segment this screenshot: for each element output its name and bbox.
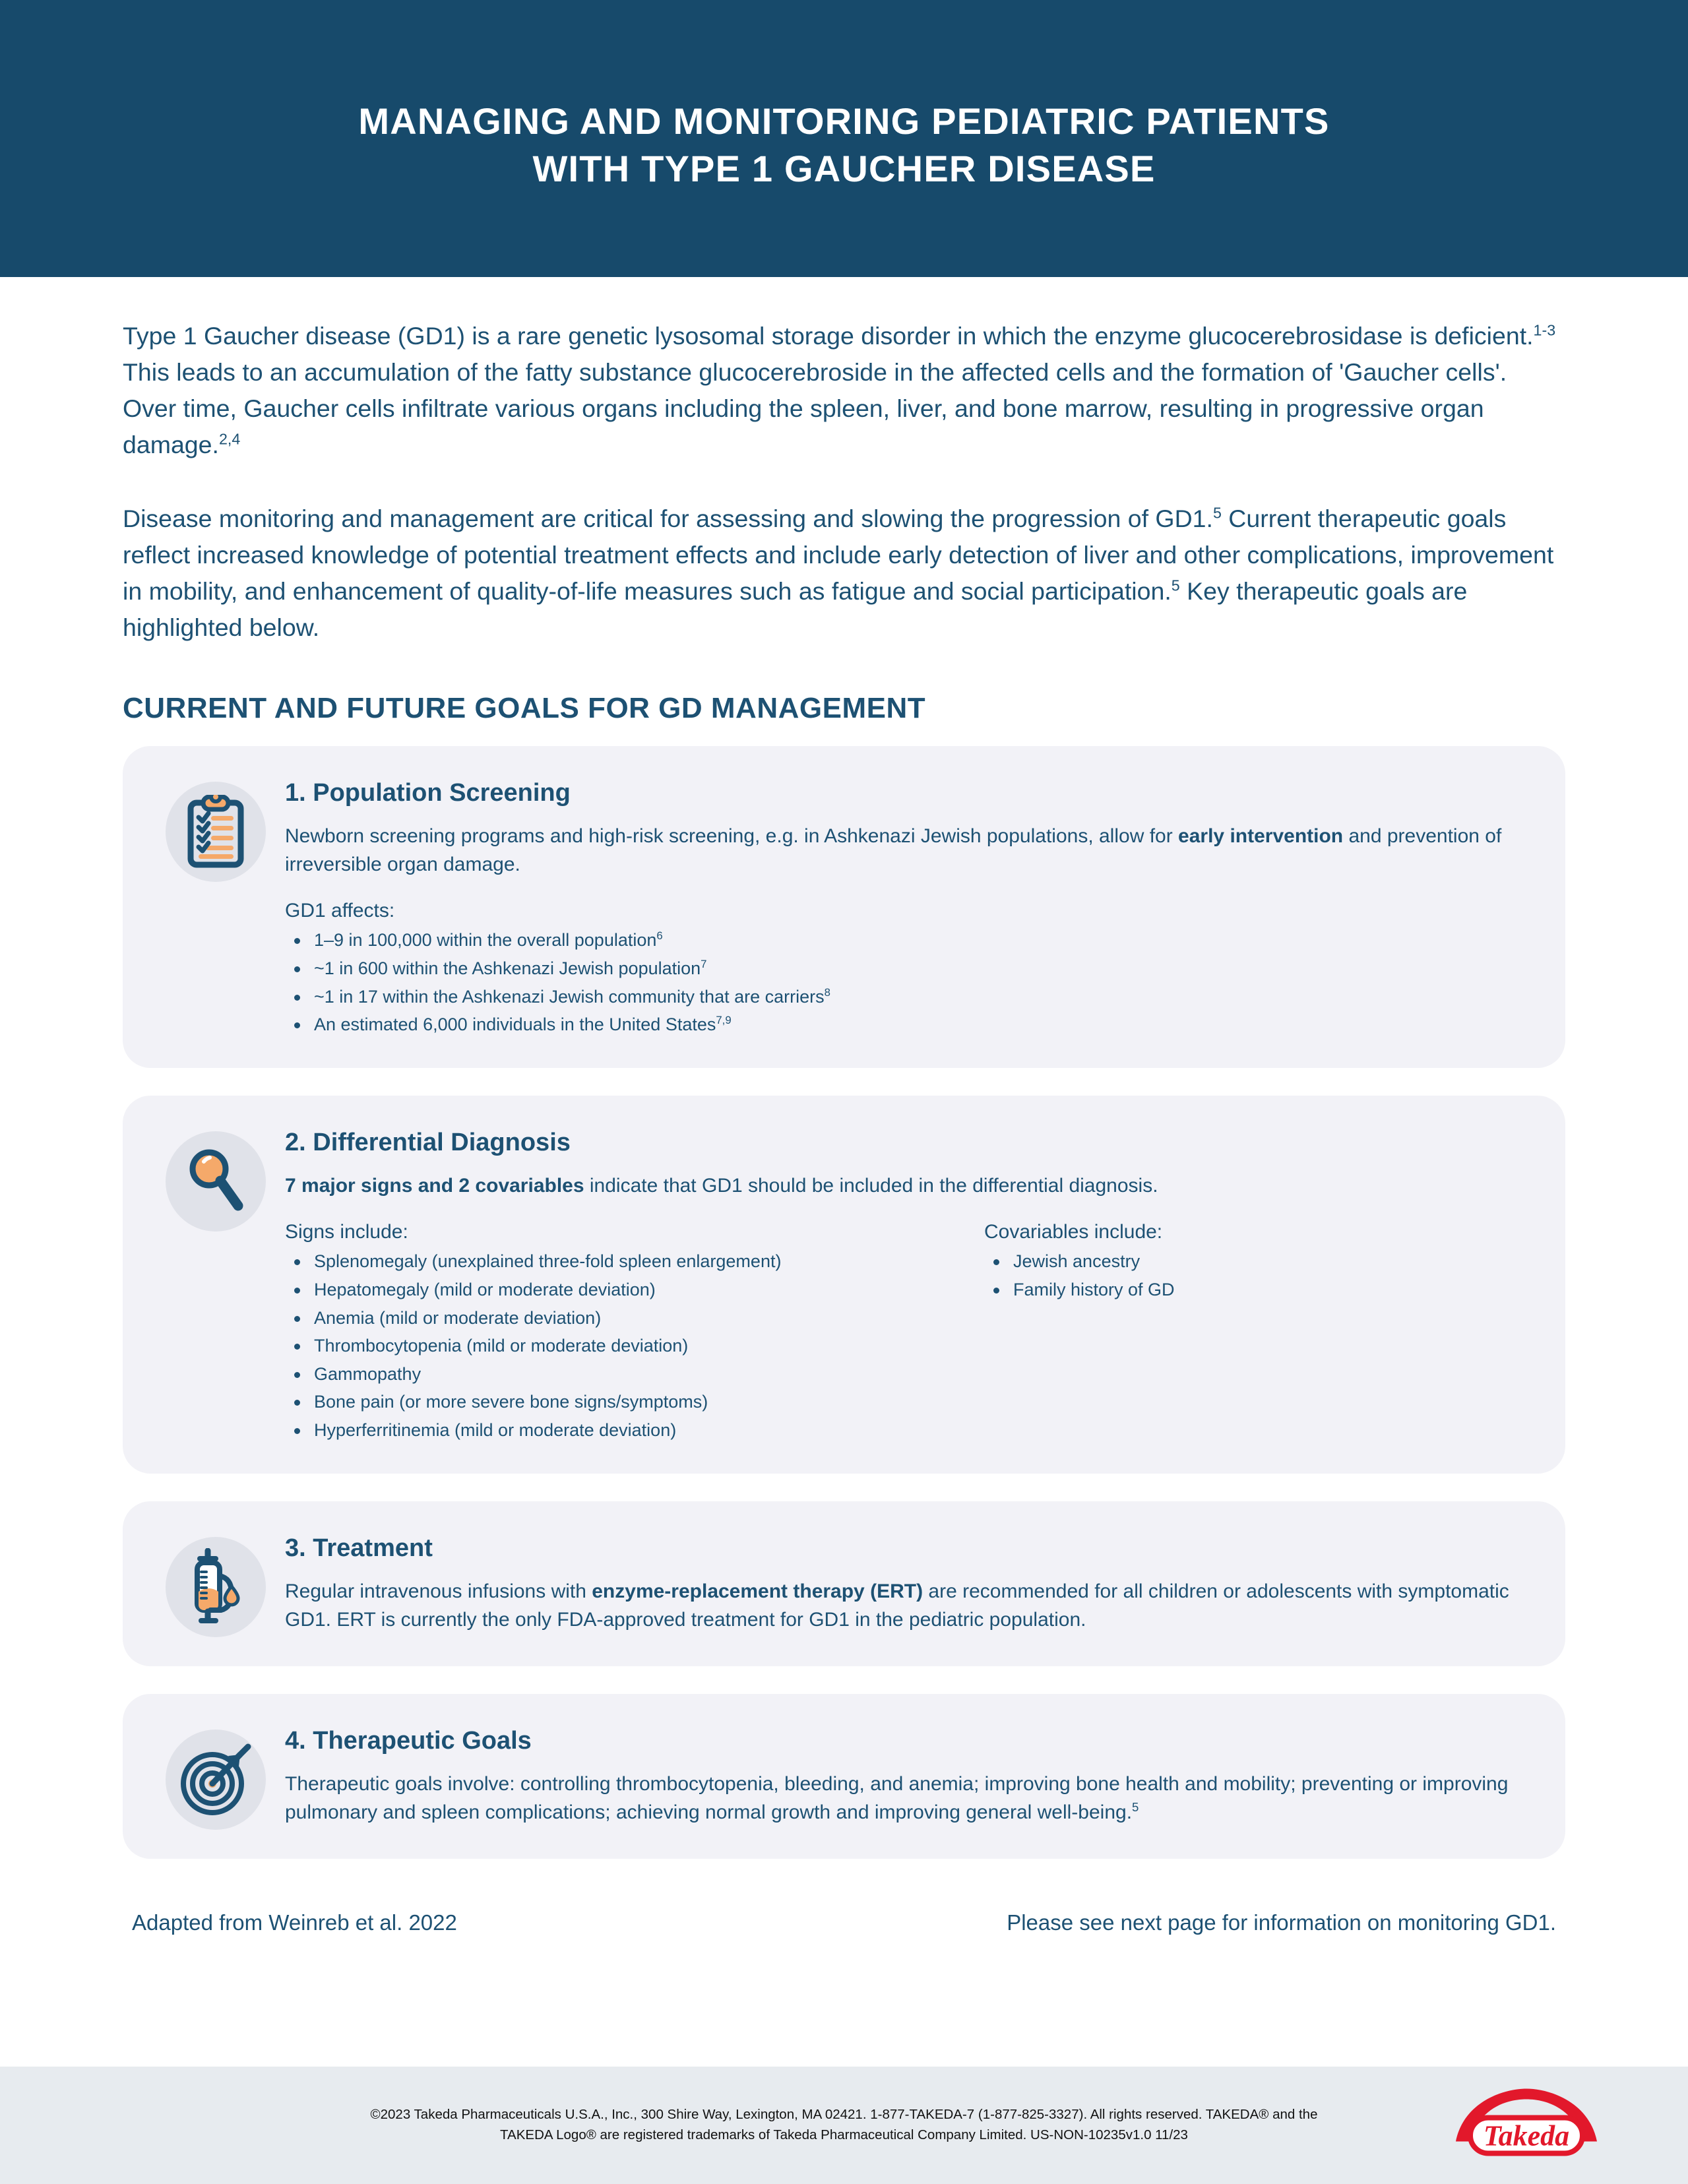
reference-superscript: 7 <box>701 958 707 971</box>
list-item: ~1 in 17 within the Ashkenazi Jewish community that are carriers$^8$ <box>285 983 1532 1011</box>
signs-column <box>285 1200 945 1445</box>
reference-superscript: 2,4 <box>218 430 241 448</box>
signs-covariables-columns <box>285 1200 1532 1445</box>
card-content <box>285 1528 1532 1634</box>
section-heading-goals: CURRENT AND FUTURE GOALS FOR GD MANAGEMENT <box>123 692 926 724</box>
list-item: Gammopathy <box>285 1360 945 1388</box>
intro-paragraph-1: Type 1 Gaucher disease (GD1) is a rare genetic lysosomal storage disorder in which the enzyme glucocerebrosidase is deficient.$^{1-3}$ This leads to an accumulation of the fatty substance glucocerebroside in the affected cells and the formation of 'Gaucher cells'. Over time, Gaucher cells infiltrate various organs including the spleen, liver, and bone marrow, resulting in progressive organ damage.$^{2,4}$ <box>123 321 1556 459</box>
card-differential-diagnosis <box>123 1096 1565 1474</box>
card-content <box>285 1122 1532 1445</box>
covariables-label: Covariables include: <box>984 1221 1163 1243</box>
legal-footer-bar <box>0 2067 1688 2184</box>
list-item: Hyperferritinemia (mild or moderate deviation) <box>285 1416 945 1445</box>
target-dart-icon <box>166 1730 266 1830</box>
clipboard-checklist-icon <box>166 782 266 882</box>
list-item: 1–9 in 100,000 within the overall population$^6$ <box>285 926 1532 954</box>
list-item: ~1 in 600 within the Ashkenazi Jewish population$^7$ <box>285 954 1532 983</box>
card-therapeutic-goals <box>123 1694 1565 1859</box>
list-item: Jewish ancestry <box>984 1247 1532 1276</box>
card-title: 4. Therapeutic Goals <box>285 1726 532 1755</box>
card-body-text: 7 major signs and 2 covariables indicate that GD1 should be included in the differential diagnosis. <box>285 1175 1158 1197</box>
covariables-list <box>984 1247 1532 1303</box>
page-body <box>0 277 1688 1859</box>
list-item: Thrombocytopenia (mild or moderate deviation) <box>285 1332 945 1360</box>
card-sub-label: GD1 affects: <box>285 900 395 922</box>
card-content <box>285 772 1532 1039</box>
page-title-line-1: MANAGING AND MONITORING PEDIATRIC PATIENTS <box>358 100 1330 142</box>
card-title: 1. Population Screening <box>285 779 571 807</box>
card-title: 3. Treatment <box>285 1534 433 1562</box>
gd1-affects-list <box>285 926 1532 1039</box>
list-item: Hepatomegaly (mild or moderate deviation) <box>285 1276 945 1304</box>
list-item: Splenomegaly (unexplained three-fold spleen enlargement) <box>285 1247 945 1276</box>
legal-text <box>371 2105 1318 2146</box>
reference-superscript: 5 <box>1132 1799 1139 1814</box>
footnote-next-page: Please see next page for information on monitoring GD1. <box>1007 1910 1556 1935</box>
reference-superscript: 1-3 <box>1533 321 1556 339</box>
covariables-column <box>984 1200 1532 1445</box>
footnote-source: Adapted from Weinreb et al. 2022 <box>132 1910 457 1935</box>
footer-notes <box>0 1887 1688 1935</box>
legal-line-1: ©2023 Takeda Pharmaceuticals U.S.A., Inc., 300 Shire Way, Lexington, MA 02421. 1-877-TAKEDA-7 (1-877-825-3327). All rights reserved. TAKEDA® and the <box>370 2107 1318 2123</box>
card-body-text: Newborn screening programs and high-risk screening, e.g. in Ashkenazi Jewish populations, allow for early intervention and prevention of irreversible organ damage. <box>285 825 1502 876</box>
signs-list <box>285 1247 945 1445</box>
reference-superscript: 5 <box>1171 577 1180 594</box>
list-item: Anemia (mild or moderate deviation) <box>285 1304 945 1332</box>
takeda-wordmark: Takeda <box>1483 2119 1570 2152</box>
card-title: 2. Differential Diagnosis <box>285 1129 571 1156</box>
intro-paragraph-2: Disease monitoring and management are critical for assessing and slowing the progression of GD1.$^5$ Current therapeutic goals reflect increased knowledge of potential treatment effects and include early detection of liver and other complications, improvement in mobility, and enhancement of quality-of-life measures such as fatigue and social participation.$^5$ Key therapeutic goals are highlighted below. <box>123 504 1554 641</box>
page-title-line-2: WITH TYPE 1 GAUCHER DISEASE <box>532 148 1156 189</box>
card-icon-container <box>146 1122 285 1232</box>
list-item: An estimated 6,000 individuals in the United States$^{7,9}$ <box>285 1011 1532 1039</box>
reference-superscript: 7,9 <box>716 1014 732 1027</box>
iv-infusion-bag-icon <box>166 1537 266 1637</box>
reference-superscript: 6 <box>656 929 663 943</box>
card-icon-container <box>146 1528 285 1637</box>
list-item: Family history of GD <box>984 1276 1532 1304</box>
card-content <box>285 1720 1532 1826</box>
takeda-logo <box>1451 2088 1602 2164</box>
card-icon-container <box>146 1720 285 1830</box>
card-body-text: Regular intravenous infusions with enzyme-replacement therapy (ERT) are recommended for all children or adolescents with symptomatic GD1. ERT is currently the only FDA-approved treatment for GD1 in the pediatric population. <box>285 1580 1509 1631</box>
card-body-text: Therapeutic goals involve: controlling thrombocytopenia, bleeding, and anemia; improving bone health and mobility; preventing or improving pulmonary and spleen complications; achieving normal growth and improving general well-being.$^5$ <box>285 1772 1509 1823</box>
legal-line-2: TAKEDA Logo® are registered trademarks of Takeda Pharmaceutical Company Limited. US-NON-10235v1.0 11/23 <box>500 2127 1188 2142</box>
signs-label: Signs include: <box>285 1221 408 1243</box>
card-population-screening <box>123 746 1565 1068</box>
reference-superscript: 5 <box>1212 504 1222 521</box>
card-treatment <box>123 1501 1565 1666</box>
reference-superscript: 8 <box>824 985 830 999</box>
list-item: Bone pain (or more severe bone signs/symptoms) <box>285 1388 945 1416</box>
magnifying-glass-icon <box>166 1131 266 1232</box>
card-icon-container <box>146 772 285 882</box>
page-header-banner <box>0 0 1688 277</box>
